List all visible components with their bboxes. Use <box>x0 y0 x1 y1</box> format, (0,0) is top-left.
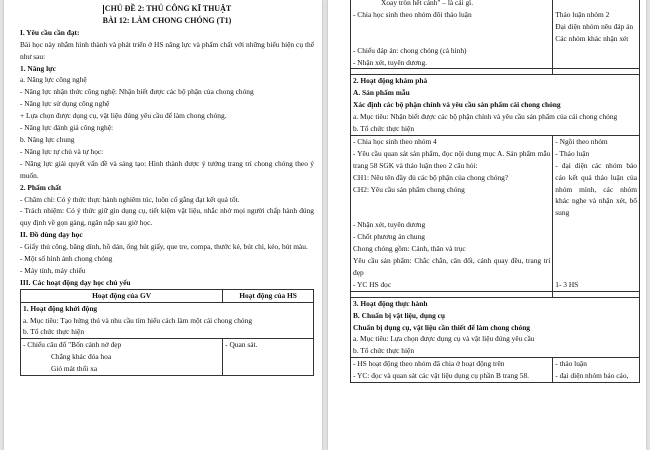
paragraph: Bài học này nhằm hình thành và phát triển ở HS năng lực và phẩm chất với những biểu hiện cụ thể như sau: <box>20 39 314 61</box>
activity-heading: 3. Hoạt động thực hành <box>353 298 428 308</box>
text-line: a. Mục tiêu: Tạo hứng thú và nhu cầu tìm hiểu cách làm một cái chong chóng <box>23 315 253 325</box>
text-line: - Máy tính, máy chiếu <box>20 265 86 275</box>
text-line: - Nhận xét, tuyên dương <box>353 220 426 230</box>
text-line: CH1: Nêu tên đầy đủ các bộ phận của chong chóng? <box>353 172 509 182</box>
riddle-line: Xoay tròn hết cánh" – là cái gì. <box>381 0 474 7</box>
text-line: - Thảo luận <box>555 148 590 158</box>
text-line: - Chia học sinh theo nhóm 4 <box>353 136 437 146</box>
table-cell <box>351 135 553 291</box>
text-line: - Một số hình ảnh chong chóng <box>20 254 113 264</box>
table-row <box>351 0 640 69</box>
table-cell <box>553 0 640 69</box>
text-line: + Lựa chọn được dụng cụ, vật liệu đúng yêu cầu để làm chong chóng. <box>20 111 227 121</box>
header-gv: Hoạt động của GV <box>21 289 223 302</box>
activities-table <box>20 289 314 376</box>
riddle-line: Gió mát thổi xa <box>51 364 98 374</box>
section-heading: I. Yêu cầu cần đạt: <box>20 27 80 37</box>
text-line: Các nhóm khác nhận xét <box>555 33 629 43</box>
text-line: Thảo luận nhóm 2 <box>555 9 610 19</box>
text-line: - Chiếu câu đố "Bốn cánh nở đẹp <box>23 340 122 350</box>
text-line: - Chốt phương án chung <box>353 232 425 242</box>
paragraph: - Giấy thủ công, băng dính, hồ dán, ống hút giấy, que tre, compa, thước kẻ, bút chì, kéo, bút màu. <box>20 242 308 252</box>
subheading: A. Sản phẩm mẫu <box>353 88 410 98</box>
subsection-heading: 2. Phẩm chất <box>20 182 62 192</box>
table-cell <box>351 0 553 69</box>
topic-title: CHỦ ĐỀ 2: THỦ CÔNG KĨ THUẬT <box>104 4 232 13</box>
table-cell <box>351 297 640 358</box>
section-heading: III. Các hoạt động dạy học chủ yếu <box>20 277 131 287</box>
text-line: - Năng lực sử dụng công nghệ <box>20 99 110 109</box>
table-cell <box>21 302 314 339</box>
table-row <box>351 297 640 358</box>
text-line: a. Năng lực công nghệ <box>20 75 87 85</box>
table-row <box>351 75 640 136</box>
table-row <box>21 302 314 339</box>
subsection-heading: 1. Năng lực <box>20 63 56 73</box>
table-row <box>351 135 640 291</box>
text-line: Chong chóng gồm: Cánh, thân và trục <box>353 244 466 254</box>
text-line: b. Tổ chức thực hiện <box>353 346 415 356</box>
paragraph: Yêu cầu sản phẩm: Chắc chắn, cân đối, cánh quay đều, trang trí đẹp <box>353 256 551 277</box>
text-line: - YC HS đọc <box>353 279 392 289</box>
document-page-right <box>328 0 646 450</box>
text-line: - thảo luận <box>555 359 587 369</box>
text-line: - Năng lực tự chủ và tự học: <box>20 146 104 156</box>
table-cell <box>351 75 640 136</box>
document-page-left <box>4 0 322 450</box>
text-line: - Năng lực nhận thức công nghệ: Nhận biết được các bộ phận của chong chóng <box>20 87 254 97</box>
table-cell <box>553 358 640 383</box>
text-line: a. Mục tiêu: Nhận biết được các bộ phận chính và yêu cầu sản phẩm của cái chong chóng <box>353 112 618 122</box>
activity-heading: 2. Hoạt động khám phá <box>353 76 428 86</box>
text-line: - Năng lực đánh giá công nghệ: <box>20 123 114 133</box>
text-line: 1- 3 HS <box>555 279 579 289</box>
text-cursor <box>103 5 104 14</box>
subheading: B. Chuẩn bị vật liệu, dụng cụ <box>353 310 446 320</box>
riddle-line: Chẳng khác đóa hoa <box>51 352 112 362</box>
text-line: - đại diện nhóm báo cáo, <box>555 371 629 381</box>
header-hs: Hoạt động của HS <box>223 289 314 302</box>
text-line: a. Mục tiêu: Lựa chọn được dụng cụ và vật liệu đúng yêu cầu <box>353 334 535 344</box>
table-cell <box>21 339 223 376</box>
text-line: - Ngồi theo nhóm <box>555 136 608 146</box>
table-cell <box>351 358 553 383</box>
table-header-row <box>21 289 314 302</box>
table-cell <box>553 135 640 291</box>
subheading: Chuẩn bị dụng cụ, vật liệu cần thiết để làm chong chóng <box>353 322 530 332</box>
text-line: - Nhận xét, tuyên dương. <box>353 57 428 67</box>
subheading: Xác định các bộ phận chính và yêu cầu sản phẩm cái chong chóng <box>353 100 561 110</box>
text-line: - YC: đọc và quan sát các vật liệu dụng cụ phần B trang 58. <box>353 371 530 381</box>
text-line: - HS hoạt động theo nhóm đã chia ở hoạt động trên <box>353 359 505 369</box>
text-line: - Quan sát. <box>225 340 258 350</box>
paragraph: - đại diện các nhóm báo cáo kết quả thảo luận của nhóm mình, các nhóm khác nghe và nhận xét, bổ sung <box>555 160 637 218</box>
text-line: - Chăm chỉ: Có ý thức thực hành nghiêm túc, luôn cố gắng đạt kết quả tốt. <box>20 194 240 204</box>
paragraph: - Trách nhiệm: Có ý thức giữ gìn dụng cụ, tiết kiệm vật liệu, nhắc nhở mọi người chấp hành đúng quy định về gọn gàng, ngăn nắp sau giờ học. <box>20 206 314 228</box>
table-row <box>21 339 314 376</box>
text-line: - Chiếu đáp án: chong chóng (cả hình) <box>353 45 467 55</box>
text-line: b. Tổ chức thực hiện <box>353 124 415 134</box>
lesson-title: BÀI 12: LÀM CHONG CHÓNG (T1) <box>102 15 232 25</box>
text-line: b. Năng lực chung <box>20 134 75 144</box>
table-row <box>351 358 640 383</box>
paragraph: - Năng lực giải quyết vấn đề và sáng tạo: Hình thành được ý tưởng trang trí chong chóng theo ý muốn. <box>20 158 314 180</box>
paragraph: - Yêu cầu quan sát sản phẩm, đọc nội dung mục A. Sản phẩm mẫu trang 58 SGK và thảo luận theo 2 câu hỏi: <box>353 148 551 170</box>
text-line: - Chia học sinh theo nhóm đôi thảo luận <box>353 9 472 19</box>
table-cell <box>223 339 314 376</box>
text-line: b. Tổ chức thực hiện <box>23 327 85 337</box>
activities-table-continued <box>350 0 640 383</box>
text-line: Đại diện nhóm nêu đáp án <box>555 21 634 31</box>
activity-heading: 1. Hoạt động khởi động <box>23 303 98 313</box>
text-line: CH2: Yêu cầu sản phẩm chong chóng <box>353 184 465 194</box>
section-heading: II. Đồ dùng dạy học <box>20 230 83 240</box>
